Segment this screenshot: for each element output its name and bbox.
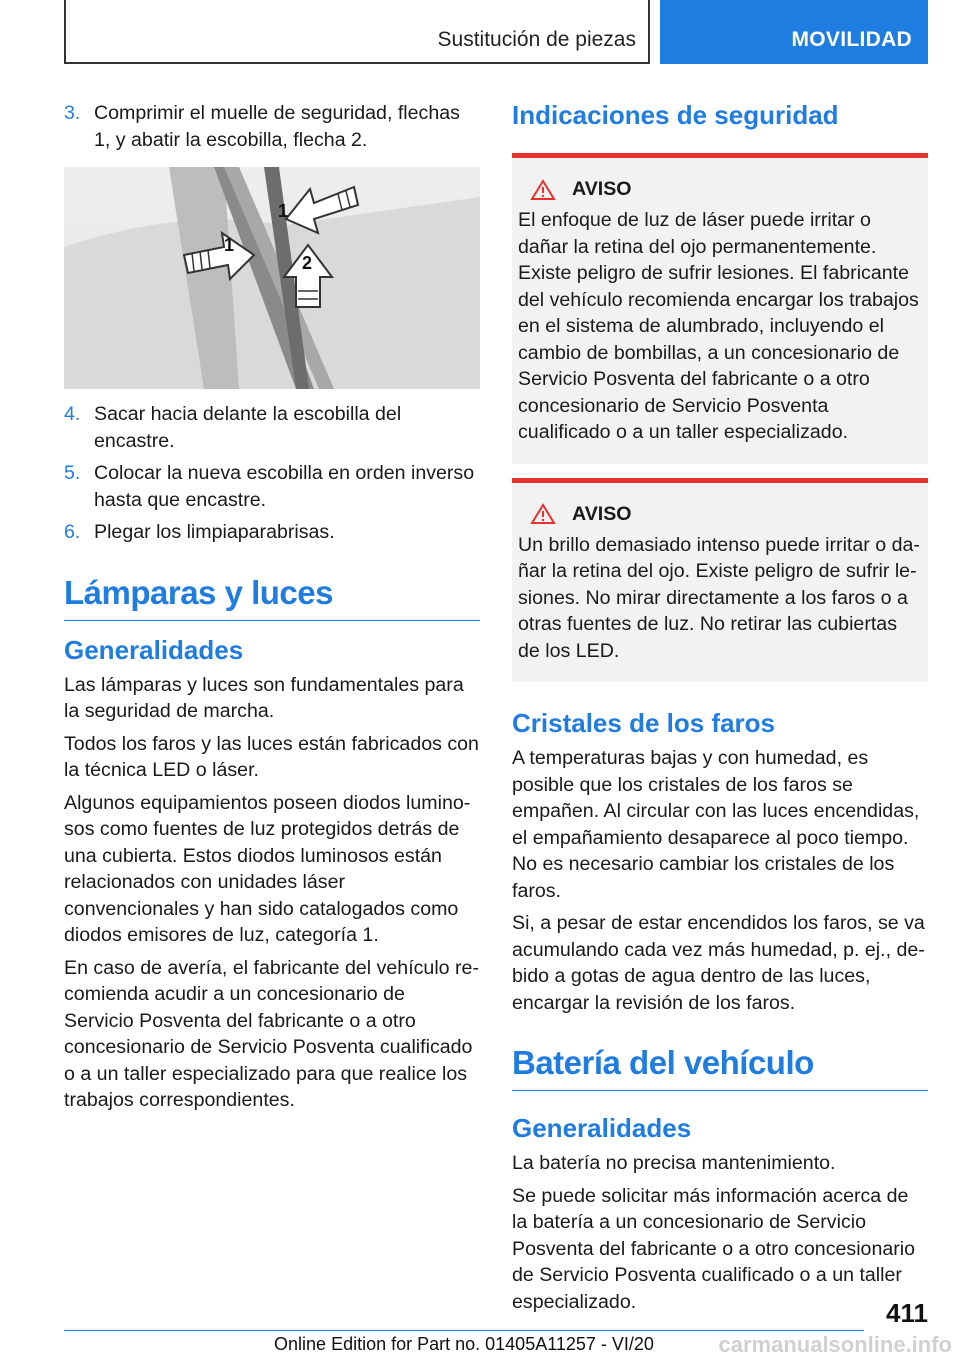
heading-headlight-glass: Cristales de los faros <box>512 708 775 738</box>
heading-lamps: Lámparas y luces <box>64 574 480 621</box>
right-column <box>512 100 928 1321</box>
watermark: carmanualsonline.info <box>718 1332 952 1357</box>
wiper-illustration <box>64 167 480 389</box>
paragraph: Se puede solicitar más información acerca de la batería a un concesionario de Servicio Posventa del fabricante o a otro concesionario de Servicio Posventa cualificado o a un taller especializado. <box>512 1184 916 1313</box>
page-header <box>64 0 928 64</box>
figure-label-1b: 1 <box>278 201 289 221</box>
edition-text: Online Edition for Part no. 01405A11257 - VI/20 <box>274 1334 654 1354</box>
page-number: 411 <box>886 1298 928 1328</box>
wiper-figure <box>64 167 480 389</box>
step-6 <box>64 519 480 546</box>
warning-triangle-icon <box>526 179 560 201</box>
figure-label-1a: 1 <box>224 235 235 255</box>
heading-general: Generalidades <box>512 1113 692 1143</box>
paragraph: Algunos equipamientos poseen diodos luminosos como fuentes de luz protegidos detrás de una cubierta. Estos diodos luminosos están relacionados con unidades láser convencionales y han sido catalogados como diodos emisores de luz, categoría 1. <box>64 791 471 946</box>
step-number: 5. <box>64 462 81 484</box>
paragraph: A temperaturas bajas y con humedad, es posible que los cristales de los faros se empañen. Al circular con las luces encendidas, el empañamiento desaparece al poco tiempo. No es necesario cambiar los cristales de los faros. <box>512 747 920 902</box>
warning-text: El enfoque de luz de láser puede irritar o dañar la retina del ojo permanentemente. Existe peligro de sufrir lesiones. El fabricante del vehículo recomienda encargar los trabajos en el sistema de alumbrado, incluyendo el cambio de bombillas, a un concesionario de Servicio Posventa del fabricante o a otro concesionario de Servicio Posventa cualificado o a un taller especializado. <box>518 209 919 443</box>
warning-header <box>518 503 920 526</box>
heading-safety: Indicaciones de seguridad <box>512 100 839 130</box>
paragraph: Si, a pesar de estar encendidos los faros, se va acumulando cada vez más humedad, p. ej., debido a gotas de agua dentro de las luces, encargar la revisión de los faros. <box>512 912 925 1014</box>
left-column <box>64 100 480 1120</box>
warning-label: AVISO <box>572 502 632 525</box>
step-text: Plegar los limpiaparabrisas. <box>94 521 335 543</box>
heading-general: Generalidades <box>64 634 244 665</box>
step-text: Comprimir el muelle de seguridad, flechas 1, y abatir la escobilla, flecha 2. <box>94 102 460 151</box>
section-tab <box>64 0 650 64</box>
paragraph: Las lámparas y luces son fundamentales para la seguridad de marcha. <box>64 673 464 722</box>
step-text: Colocar la nueva escobilla en orden inverso hasta que encastre. <box>94 462 475 511</box>
step-4 <box>64 401 480 454</box>
chapter-tab <box>660 0 928 64</box>
chapter-title: MOVILIDAD <box>791 28 912 51</box>
heading-battery: Batería del vehículo <box>512 1044 928 1091</box>
step-5 <box>64 460 480 513</box>
footer-divider <box>64 1330 864 1331</box>
figure-label-2: 2 <box>302 253 313 273</box>
warning-text: Un brillo demasiado intenso puede irritar o dañar la retina del ojo. Existe peligro de sufrir lesiones. No mirar directamente a los faros o a otras fuentes de luz. No retirar las cubiertas de los LED. <box>518 533 920 662</box>
warning-box-brightness <box>512 478 928 683</box>
warning-label: AVISO <box>572 178 632 200</box>
warning-triangle-icon <box>526 503 560 525</box>
step-number: 3. <box>64 102 81 124</box>
paragraph: La batería no precisa mantenimiento. <box>512 1152 836 1174</box>
warning-header <box>518 178 920 201</box>
step-number: 6. <box>64 521 81 543</box>
section-title: Sustitución de piezas <box>437 28 636 51</box>
step-text: Sacar hacia delante la escobilla del encastre. <box>94 403 402 452</box>
paragraph: En caso de avería, el fabricante del vehículo recomienda acudir a un concesionario de Servicio Posventa del fabricante o a otro concesionario de Servicio Posventa cualificado o a un taller especializado para que realice los trabajos correspondientes. <box>64 956 479 1111</box>
paragraph: Todos los faros y las luces están fabricados con la técnica LED o láser. <box>64 732 479 781</box>
step-3 <box>64 100 480 153</box>
warning-box-laser <box>512 153 928 464</box>
step-number: 4. <box>64 403 81 425</box>
